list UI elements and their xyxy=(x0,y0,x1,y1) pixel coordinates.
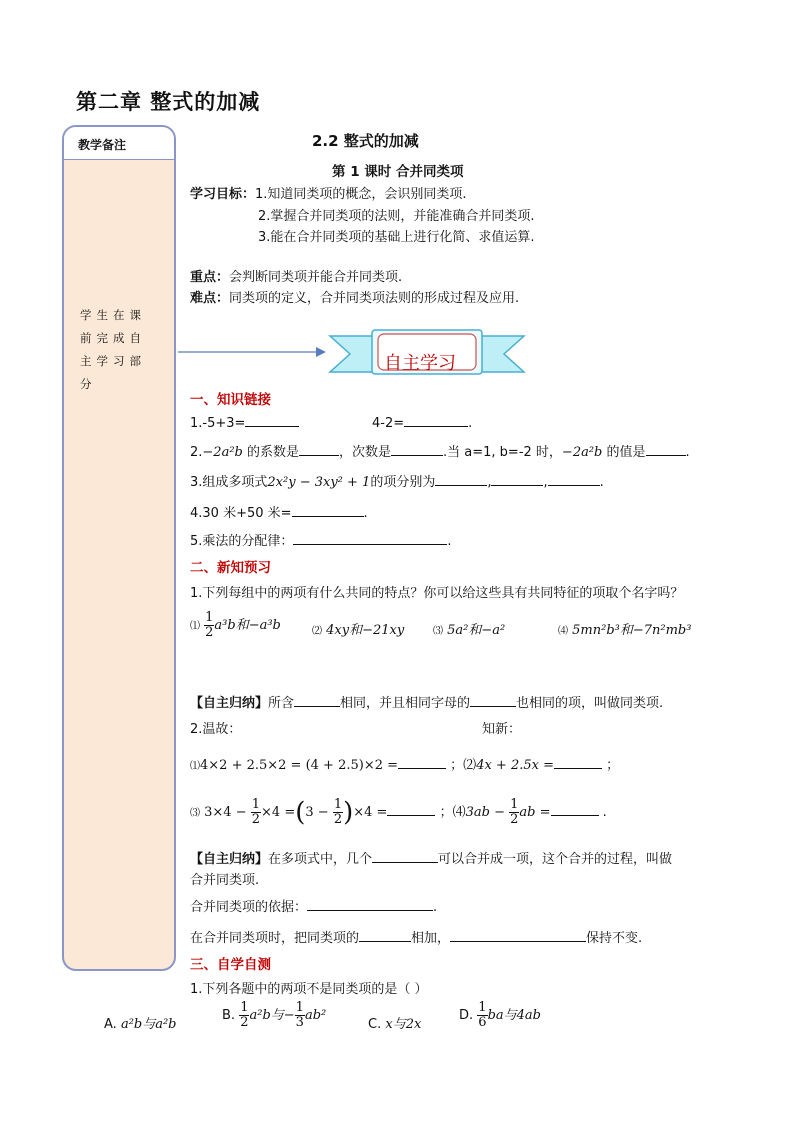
answer-blank[interactable] xyxy=(470,692,516,707)
key-label: 重点： xyxy=(190,270,230,285)
answer-blank[interactable] xyxy=(398,754,446,769)
answer-blank[interactable] xyxy=(245,412,299,427)
fraction: $\frac{1}{2}$ xyxy=(240,1000,249,1030)
q3-expression: 2x²y − 3xy² + 1 xyxy=(267,475,371,490)
q2-text: ，次数是 xyxy=(339,445,392,460)
option-c[interactable]: C. x与2x xyxy=(368,1017,422,1032)
goal-item: 3.能在合并同类项的基础上进行化简、求值运算. xyxy=(258,230,535,245)
answer-blank[interactable] xyxy=(293,530,447,545)
answer-blank[interactable] xyxy=(551,801,599,816)
sidebar-header xyxy=(64,127,174,160)
summary-label: 【自主归纳】 xyxy=(190,852,269,867)
term-pair-2: ⑵ 4xy和−21xy xyxy=(312,623,405,638)
review-label: 2.温故： xyxy=(190,722,242,737)
answer-blank[interactable] xyxy=(299,441,339,456)
answer-blank[interactable] xyxy=(491,471,543,486)
section2-title: 二、新知预习 xyxy=(190,560,271,576)
q2-text: .当 a=1, b=-2 时， xyxy=(443,445,562,460)
term-pair-1: ⑴ $\frac{1}{2}$ a³b和−a³b xyxy=(190,610,281,640)
fraction: $\frac{1}{2}$ xyxy=(205,610,214,640)
s3-q1-text: 1.下列各题中的两项不是同类项的是（ ） xyxy=(190,982,428,997)
answer-blank[interactable] xyxy=(435,471,487,486)
q2-text: 的值是 xyxy=(602,445,646,460)
answer-blank[interactable] xyxy=(294,692,340,707)
answer-blank[interactable] xyxy=(391,441,443,456)
answer-blank[interactable] xyxy=(292,502,364,517)
answer-blank[interactable] xyxy=(359,927,411,942)
term-pair-4: ⑷ 5mn²b³和−7n²mb³ xyxy=(558,623,692,638)
banner-text: 自主学习 xyxy=(384,353,456,374)
q2-text: 的系数是 xyxy=(242,445,299,460)
arrow-icon xyxy=(176,344,328,360)
answer-blank[interactable] xyxy=(548,471,600,486)
q3-text: 3.组成多项式 xyxy=(190,475,268,490)
q3-text: 的项分别为 xyxy=(370,475,436,490)
answer-blank[interactable] xyxy=(387,801,435,816)
q2-expression: −2a²b xyxy=(561,445,603,460)
goals-label: 学习目标： xyxy=(190,187,256,202)
difficulty-text: 同类项的定义，合并同类项法则的形成过程及应用. xyxy=(229,291,520,306)
s2-q1-text: 1.下列每组中的两项有什么共同的特点？你可以给这些具有共同特征的项取个名字吗？ xyxy=(190,586,684,601)
equation-3: ⑶ 3×4 − $\frac{1}{2}$ ×4 =(3 − $\frac{1}{2}$ )×4 = ；⑷3ab − $\frac{1}{2}$ ab = . xyxy=(190,797,607,828)
option-a[interactable]: A. a²b与a²b xyxy=(104,1017,177,1032)
equation-1: ⑴4×2 + 2.5×2 = (4 + 2.5)×2 = ；⑵4x + 2.5x = ； xyxy=(190,754,619,773)
answer-blank[interactable] xyxy=(646,441,686,456)
answer-blank[interactable] xyxy=(307,896,433,911)
answer-blank[interactable] xyxy=(554,754,602,769)
section-title: 2.2 整式的加减 xyxy=(312,132,419,150)
fraction: $\frac{1}{3}$ xyxy=(295,1000,304,1030)
term-pair-3: ⑶ 5a²和−a² xyxy=(433,623,506,638)
fraction: $\frac{1}{6}$ xyxy=(478,1000,487,1030)
lesson-subtitle: 第 1 课时 合并同类项 xyxy=(332,164,464,180)
rule-text: 在合并同类项时，把同类项的 xyxy=(190,931,360,946)
sidebar-note: 学生在课前完成自主学习部分 xyxy=(80,308,146,391)
option-d[interactable]: D. $\frac{1}{6}$ ba与4ab xyxy=(459,1000,541,1030)
q4-text: 4.30 米+50 米= xyxy=(190,506,292,521)
answer-blank[interactable] xyxy=(404,412,468,427)
summary-label: 【自主归纳】 xyxy=(190,696,269,711)
q1a-text: 1.-5+3= xyxy=(190,416,246,431)
goal-item: 1.知道同类项的概念，会识别同类项. xyxy=(255,187,467,202)
q2-expression: −2a²b xyxy=(202,445,243,460)
fraction: $\frac{1}{2}$ xyxy=(510,797,519,827)
section1-title: 一、知识链接 xyxy=(190,392,271,408)
new-knowledge-label: 知新： xyxy=(482,722,522,737)
difficulty-label: 难点： xyxy=(190,291,230,306)
fraction: $\frac{1}{2}$ xyxy=(251,797,261,827)
fraction: $\frac{1}{2}$ xyxy=(333,797,343,827)
q2-number: 2. xyxy=(190,445,203,460)
section3-title: 三、自学自测 xyxy=(190,957,271,973)
key-text: 会判断同类项并能合并同类项. xyxy=(229,270,403,285)
basis-text: 合并同类项的依据： xyxy=(190,900,308,915)
option-b[interactable]: B. $\frac{1}{2}$ a²b与− $\frac{1}{3}$ ab² xyxy=(222,1000,327,1030)
goal-item: 2.掌握合并同类项的法则，并能准确合并同类项. xyxy=(258,209,535,224)
answer-blank[interactable] xyxy=(372,848,438,863)
chapter-title: 第二章 整式的加减 xyxy=(76,90,261,114)
q5-text: 5.乘法的分配律： xyxy=(190,534,294,549)
sidebar-title: 教学备注 xyxy=(78,138,127,152)
answer-blank[interactable] xyxy=(450,927,586,942)
summary-continued: 合并同类项. xyxy=(190,873,260,888)
teaching-notes-sidebar xyxy=(62,125,176,971)
q1b-text: 4-2= xyxy=(372,416,405,431)
